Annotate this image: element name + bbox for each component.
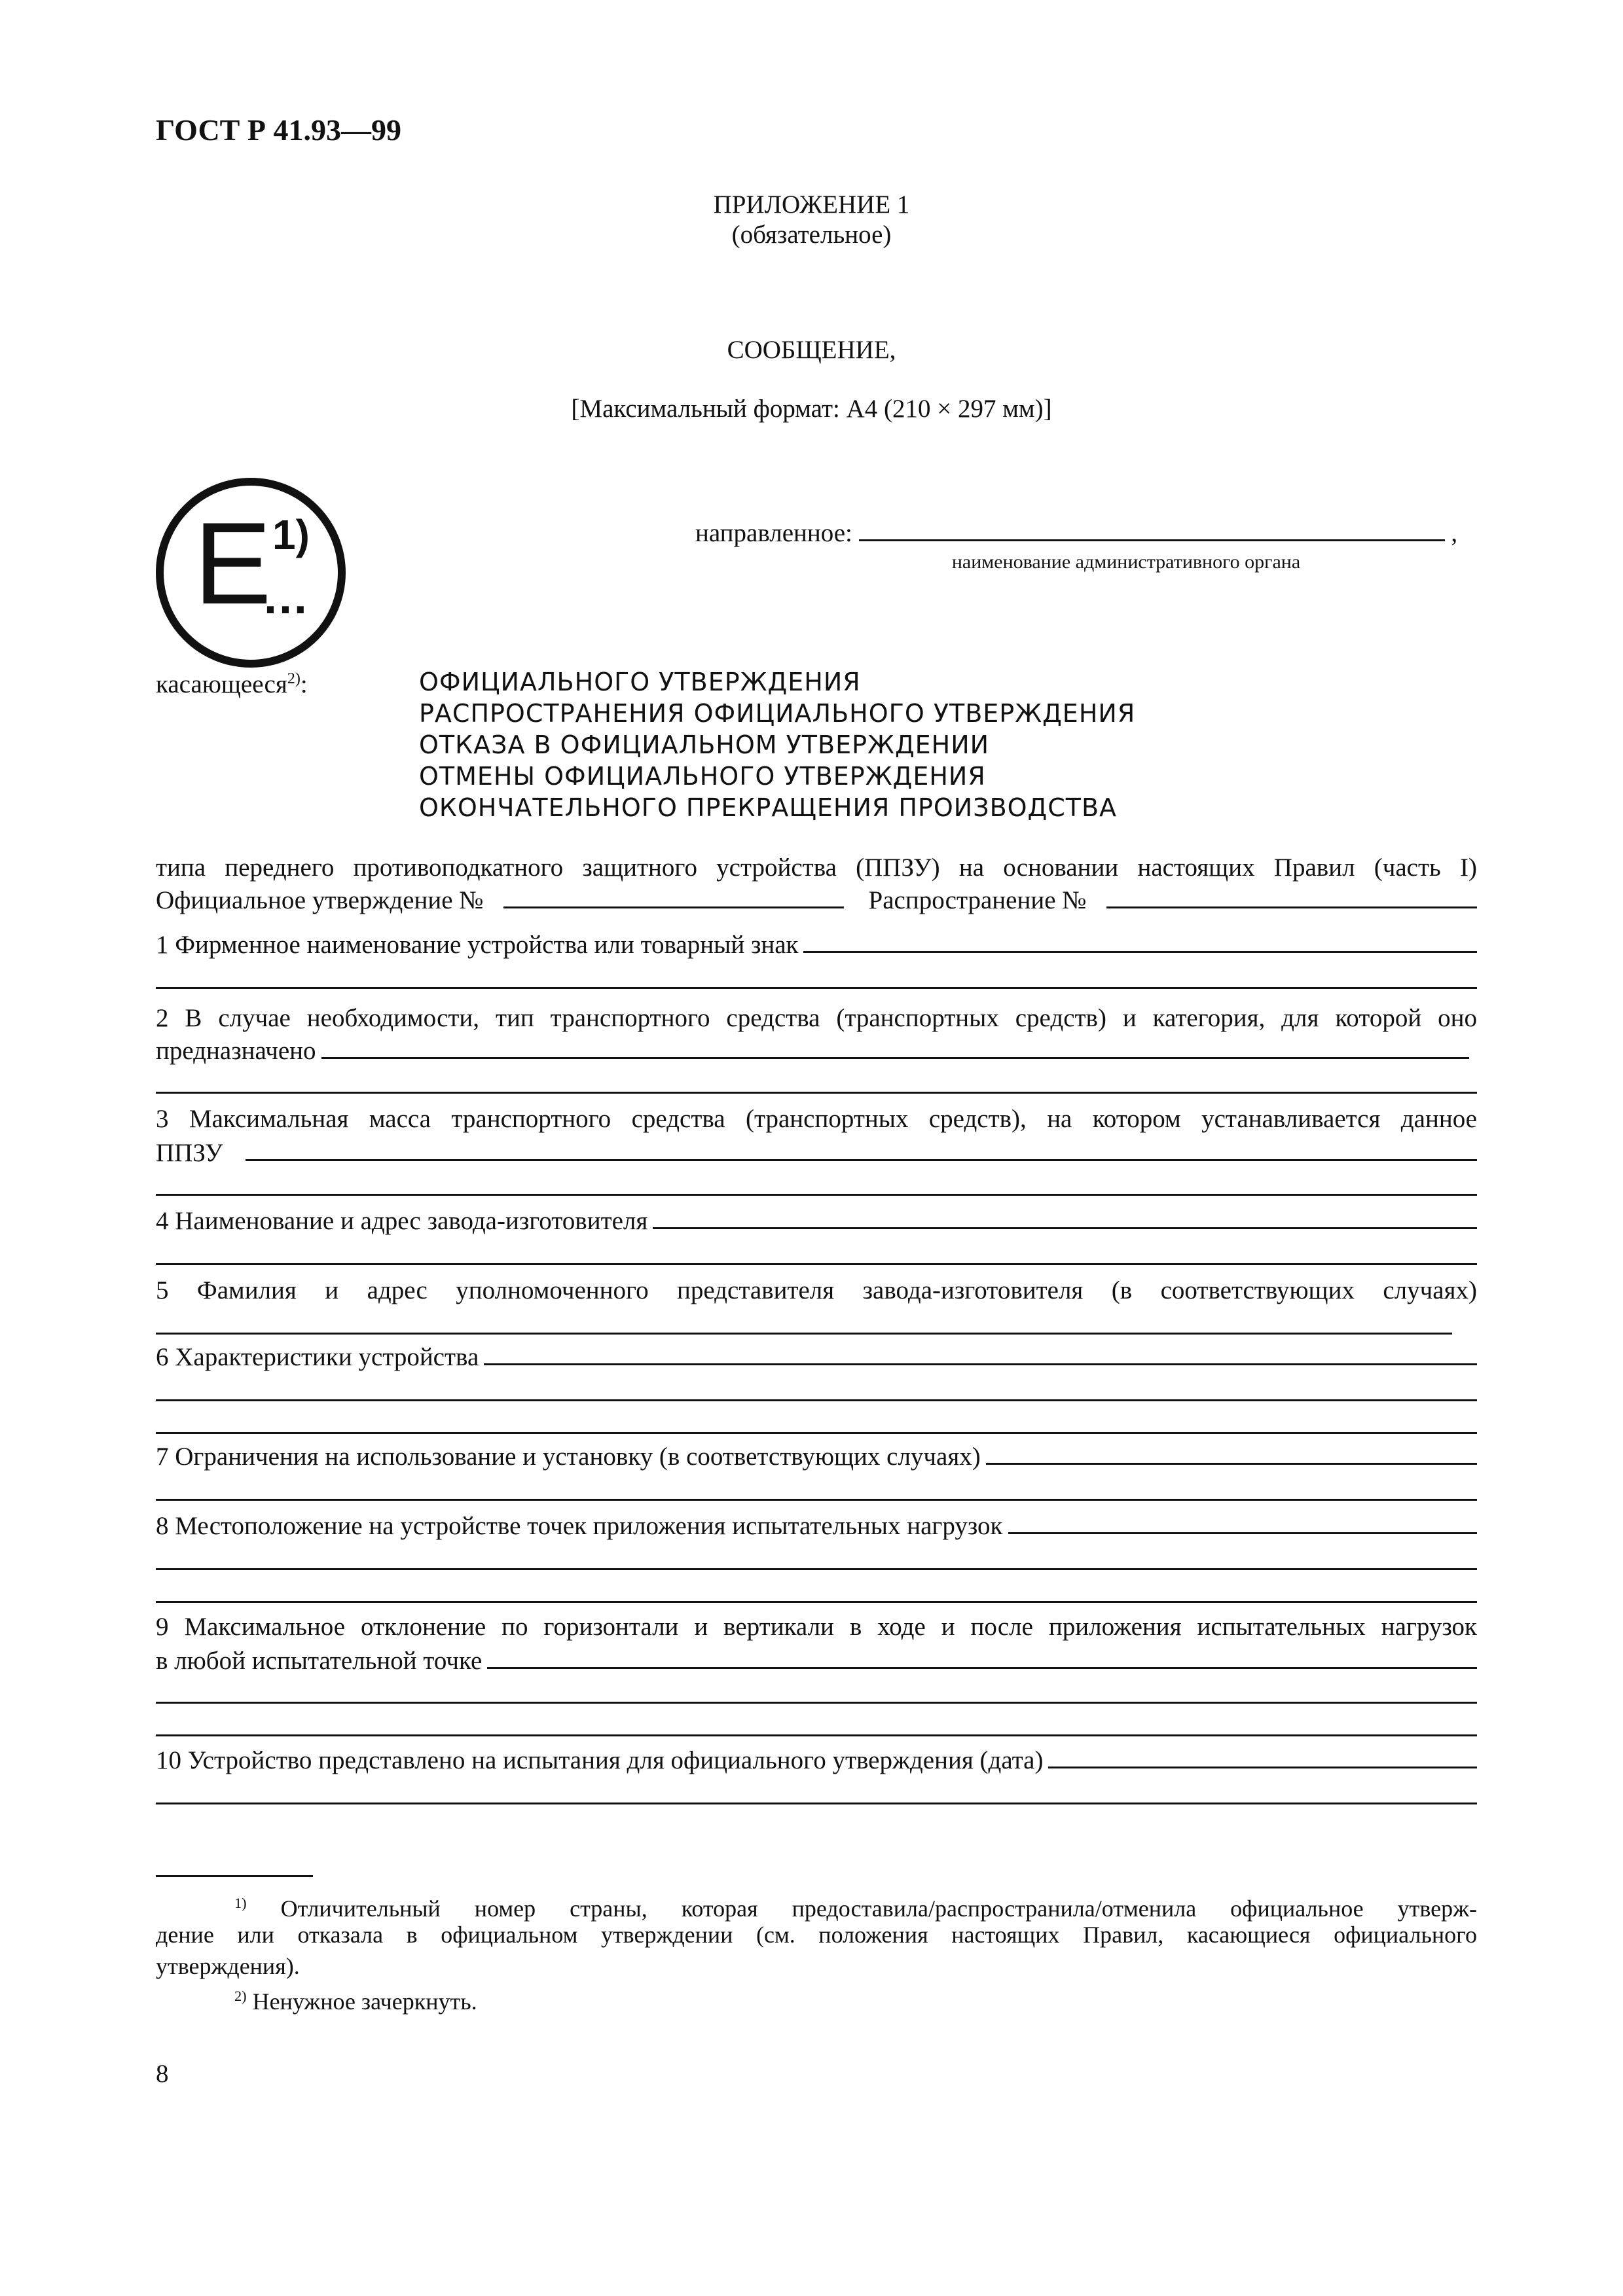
item-7-label: 7 Ограничения на использование и установку (в соответствующих случаях) xyxy=(156,1443,981,1471)
sent-to-label: направленное: xyxy=(695,519,852,547)
item-4-field[interactable] xyxy=(653,1208,1477,1229)
sent-to-caption: наименование административного органа xyxy=(951,551,1301,573)
item-3-field[interactable] xyxy=(246,1139,1477,1161)
item-8-label: 8 Местоположение на устройстве точек приложения испытательных нагрузок xyxy=(156,1512,1003,1540)
concerning-colon: : xyxy=(300,670,308,698)
page-number: 8 xyxy=(156,2060,169,2088)
item-8-row xyxy=(156,1509,1477,1543)
appendix-subtitle: (обязательное) xyxy=(731,221,892,249)
item-6-row xyxy=(156,1340,1477,1374)
item-6-field[interactable] xyxy=(484,1344,1477,1365)
sent-to-row xyxy=(695,518,1457,549)
sent-to-comma: , xyxy=(1451,519,1458,547)
footnote-1-line-2: дение или отказала в официальном утверждении (см. положения настоящих Правил, касающиеся официального xyxy=(156,1922,1477,1948)
item-5-field[interactable] xyxy=(156,1333,1452,1335)
concerning-options xyxy=(419,666,1135,823)
item-6-extra-line-2[interactable] xyxy=(156,1432,1477,1434)
item-4-extra-line[interactable] xyxy=(156,1263,1477,1265)
sent-to-field[interactable] xyxy=(859,518,1445,541)
item-2-label-cont: предназначено xyxy=(156,1037,316,1065)
footnote-2-mark: 2) xyxy=(234,1988,247,2004)
item-3-label: 3 Максимальная масса транспортного средства (транспортных средств), на котором устанавливается данное xyxy=(156,1105,1477,1133)
option-refusal: ОТКАЗА В ОФИЦИАЛЬНОМ УТВЕРЖДЕНИИ xyxy=(419,730,990,759)
item-10-row xyxy=(156,1744,1477,1778)
concerning-text: касающееся xyxy=(156,670,287,698)
item-9-extra-line-2[interactable] xyxy=(156,1734,1477,1736)
item-1-extra-line[interactable] xyxy=(156,987,1477,989)
item-3-label-cont: ППЗУ xyxy=(156,1139,223,1167)
item-10-label: 10 Устройство представлено на испытания для официального утверждения (дата) xyxy=(156,1746,1044,1774)
footnote-2 xyxy=(156,1981,1556,2017)
item-1-label: 1 Фирменное наименование устройства или товарный знак xyxy=(156,931,799,959)
item-8-extra-line-1[interactable] xyxy=(156,1568,1477,1570)
item-7-row xyxy=(156,1440,1477,1474)
item-9-row xyxy=(156,1644,1477,1678)
item-9-label: 9 Максимальное отклонение по горизонтали и вертикали в ходе и после приложения испытательных нагрузок xyxy=(156,1613,1477,1641)
footnote-1-mark: 1) xyxy=(234,1895,247,1911)
option-approval: ОФИЦИАЛЬНОГО УТВЕРЖДЕНИЯ xyxy=(419,668,861,696)
item-6-extra-line-1[interactable] xyxy=(156,1399,1477,1401)
footnote-2-text: Ненужное зачеркнуть. xyxy=(252,1988,477,2015)
item-9-label-cont: в любой испытательной точке xyxy=(156,1647,483,1675)
document-code: ГОСТ Р 41.93—99 xyxy=(156,113,401,147)
emblem-letter: E xyxy=(194,498,272,628)
emblem-dots: … xyxy=(262,571,308,624)
item-4-row xyxy=(156,1204,1477,1238)
item-10-extra-line[interactable] xyxy=(156,1803,1477,1804)
approval-number-field[interactable] xyxy=(503,886,844,908)
footnote-1-text-1: Отличительный номер страны, которая предоставила/распространила/отменила официальное утверж- xyxy=(280,1895,1477,1922)
extension-number-field[interactable] xyxy=(1106,887,1477,908)
item-1-field[interactable] xyxy=(803,931,1477,953)
appendix-title: ПРИЛОЖЕНИЕ 1 xyxy=(713,190,910,219)
approval-number-label: Официальное утверждение № xyxy=(156,886,484,914)
item-9-extra-line-1[interactable] xyxy=(156,1702,1477,1704)
item-5-label: 5 Фамилия и адрес уполномоченного представителя завода-изготовителя (в соответствующих случаях) xyxy=(156,1276,1477,1304)
item-2-label: 2 В случае необходимости, тип транспортного средства (транспортных средств) и категория, для которой оно xyxy=(156,1004,1477,1032)
item-7-field[interactable] xyxy=(986,1443,1477,1465)
item-3-row xyxy=(156,1136,1477,1170)
item-9-field[interactable] xyxy=(487,1647,1477,1669)
item-3-extra-line[interactable] xyxy=(156,1194,1477,1196)
item-8-extra-line-2[interactable] xyxy=(156,1601,1477,1603)
item-7-extra-line[interactable] xyxy=(156,1499,1477,1501)
item-2-row xyxy=(156,1034,1477,1068)
item-4-label: 4 Наименование и адрес завода-изготовителя xyxy=(156,1207,648,1235)
item-2-field[interactable] xyxy=(321,1037,1469,1059)
item-1-row xyxy=(156,928,1477,962)
form-format: [Максимальный формат: А4 (210 × 297 мм)] xyxy=(571,395,1052,423)
approval-number-row xyxy=(156,884,1477,918)
concerning-label xyxy=(156,669,308,700)
footnote-divider xyxy=(156,1875,313,1877)
item-10-field[interactable] xyxy=(1048,1747,1477,1768)
option-discontinued: ОКОНЧАТЕЛЬНОГО ПРЕКРАЩЕНИЯ ПРОИЗВОДСТВА xyxy=(419,793,1118,822)
option-extension: РАСПРОСТРАНЕНИЯ ОФИЦИАЛЬНОГО УТВЕРЖДЕНИЯ xyxy=(419,699,1136,728)
footnote-ref-2: 2) xyxy=(287,670,301,687)
item-2-extra-line[interactable] xyxy=(156,1092,1477,1094)
type-line: типа переднего противоподкатного защитного устройства (ППЗУ) на основании настоящих Правил (часть I) xyxy=(156,853,1477,882)
extension-number-label: Распространение № xyxy=(868,886,1087,914)
footnote-1-line-3: утверждения). xyxy=(156,1953,300,1979)
approval-mark-emblem xyxy=(156,478,346,668)
emblem-note: 1) xyxy=(272,511,310,558)
item-6-label: 6 Характеристики устройства xyxy=(156,1343,479,1371)
option-withdrawal: ОТМЕНЫ ОФИЦИАЛЬНОГО УТВЕРЖДЕНИЯ xyxy=(419,762,986,791)
item-8-field[interactable] xyxy=(1008,1513,1478,1534)
form-title: СООБЩЕНИЕ, xyxy=(727,336,896,364)
